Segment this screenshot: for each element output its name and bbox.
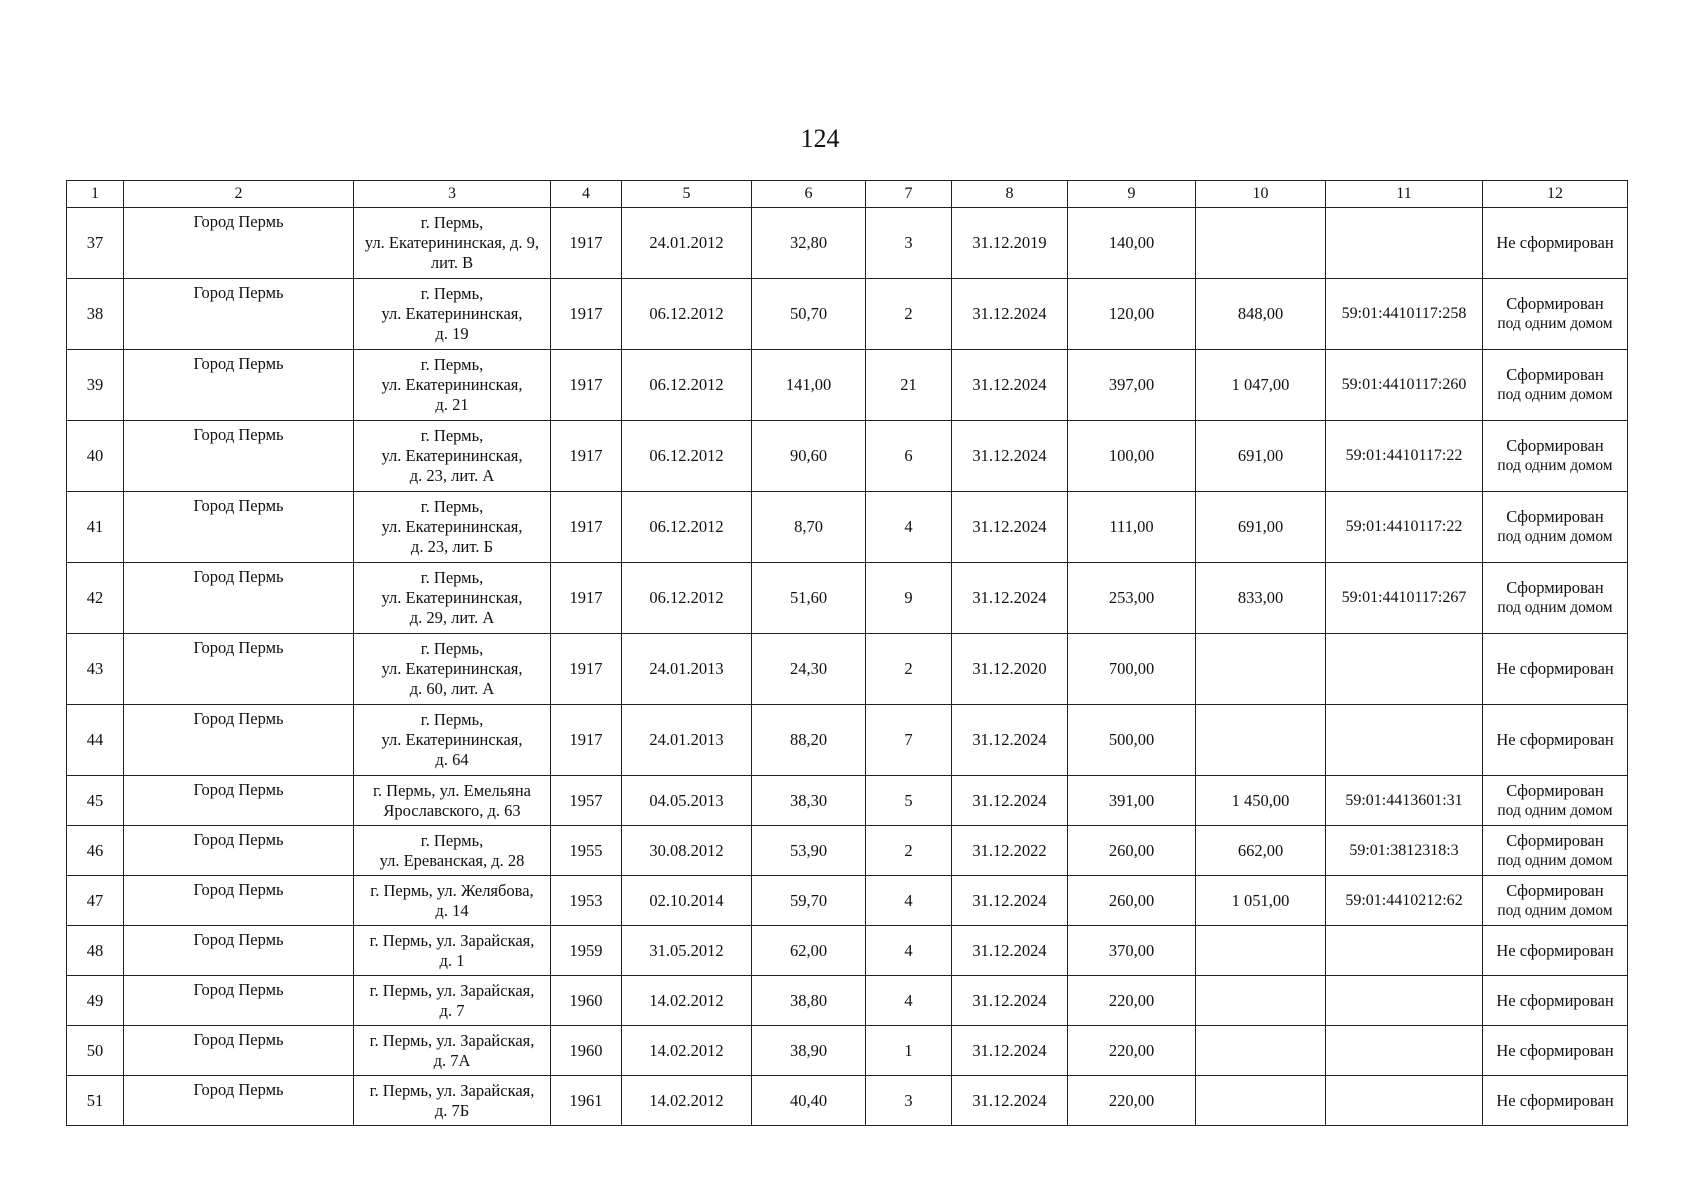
area-cell: 88,20: [752, 705, 866, 776]
land-area-cell: 100,00: [1068, 421, 1196, 492]
residents-cell: 1: [866, 1026, 952, 1076]
row-number-cell: 37: [67, 208, 124, 279]
cadastral-number-cell: 59:01:4410117:258: [1326, 279, 1483, 350]
row-number-cell: 51: [67, 1076, 124, 1126]
municipality-cell: Город Пермь: [124, 208, 354, 279]
land-status-cell: [1483, 492, 1628, 563]
address-cell: [354, 421, 551, 492]
municipality-cell: Город Пермь: [124, 563, 354, 634]
date-cell: 24.01.2012: [622, 208, 752, 279]
address-line: д. 60, лит. А: [409, 679, 495, 698]
residents-cell: 3: [866, 1076, 952, 1126]
land-status-cell: [1483, 876, 1628, 926]
land-status-cell: [1483, 279, 1628, 350]
date-cell: 06.12.2012: [622, 350, 752, 421]
address-line: г. Пермь, ул. Зарайская,: [369, 930, 535, 950]
address-line: ул. Екатерининская,: [381, 375, 523, 394]
cadastral-number-cell: [1326, 634, 1483, 705]
plot-area-cell: 1 051,00: [1196, 876, 1326, 926]
address-line: ул. Екатерининская,: [381, 304, 523, 323]
date-cell: 06.12.2012: [622, 421, 752, 492]
deadline-cell: 31.12.2019: [952, 208, 1068, 279]
cadastral-number-cell: 59:01:4410117:267: [1326, 563, 1483, 634]
table-row: [67, 350, 1628, 421]
address-cell: [354, 876, 551, 926]
address-line: д. 7: [439, 1000, 465, 1020]
address-line: д. 19: [435, 324, 469, 343]
address-line: г. Пермь,: [420, 497, 484, 516]
address-line: г. Пермь,: [420, 568, 484, 587]
table-row: [67, 563, 1628, 634]
deadline-cell: 31.12.2024: [952, 279, 1068, 350]
address-cell: [354, 1026, 551, 1076]
cadastral-number-cell: 59:01:4413601:31: [1326, 776, 1483, 826]
date-cell: 30.08.2012: [622, 826, 752, 876]
deadline-cell: 31.12.2024: [952, 976, 1068, 1026]
land-area-cell: 700,00: [1068, 634, 1196, 705]
status-line: Не сформирован: [1496, 1040, 1614, 1060]
residents-cell: 2: [866, 279, 952, 350]
row-number-cell: 43: [67, 634, 124, 705]
date-cell: 04.05.2013: [622, 776, 752, 826]
table-row: [67, 421, 1628, 492]
date-cell: 02.10.2014: [622, 876, 752, 926]
residents-cell: 2: [866, 634, 952, 705]
address-line: ул. Екатерининская,: [381, 446, 523, 465]
address-cell: [354, 208, 551, 279]
address-line: д. 21: [435, 395, 469, 414]
area-cell: 38,80: [752, 976, 866, 1026]
year-built-cell: 1957: [551, 776, 622, 826]
plot-area-cell: [1196, 208, 1326, 279]
status-line: Сформирован: [1506, 780, 1604, 800]
column-header: 6: [752, 181, 866, 208]
address-line: ул. Екатерининская,: [381, 730, 523, 749]
table-row: [67, 826, 1628, 876]
column-header: 3: [354, 181, 551, 208]
status-line: Сформирован: [1506, 880, 1604, 900]
residents-cell: 4: [866, 876, 952, 926]
deadline-cell: 31.12.2024: [952, 492, 1068, 563]
cadastral-number-cell: 59:01:3812318:3: [1326, 826, 1483, 876]
address-line: г. Пермь, ул. Емельяна: [373, 780, 531, 800]
municipality-cell: Город Пермь: [124, 1026, 354, 1076]
cadastral-number-cell: 59:01:4410212:62: [1326, 876, 1483, 926]
row-number-cell: 45: [67, 776, 124, 826]
year-built-cell: 1917: [551, 563, 622, 634]
area-cell: 40,40: [752, 1076, 866, 1126]
status-line: Не сформирован: [1496, 659, 1614, 678]
date-cell: 06.12.2012: [622, 279, 752, 350]
status-line: Не сформирован: [1496, 1090, 1614, 1110]
land-status-cell: [1483, 421, 1628, 492]
address-line: д. 23, лит. Б: [410, 537, 494, 556]
status-line: под одним домом: [1497, 901, 1613, 919]
land-status-cell: [1483, 705, 1628, 776]
plot-area-cell: 691,00: [1196, 492, 1326, 563]
residents-cell: 4: [866, 492, 952, 563]
address-line: ул. Екатерининская, д. 9,: [364, 233, 540, 252]
status-line: Сформирован: [1506, 365, 1604, 384]
table-row: [67, 1076, 1628, 1126]
row-number-cell: 39: [67, 350, 124, 421]
plot-area-cell: [1196, 705, 1326, 776]
housing-registry-table: [66, 180, 1628, 1126]
municipality-cell: Город Пермь: [124, 421, 354, 492]
year-built-cell: 1917: [551, 705, 622, 776]
residents-cell: 7: [866, 705, 952, 776]
status-line: под одним домом: [1497, 386, 1613, 403]
year-built-cell: 1917: [551, 350, 622, 421]
year-built-cell: 1959: [551, 926, 622, 976]
date-cell: 06.12.2012: [622, 563, 752, 634]
municipality-cell: Город Пермь: [124, 350, 354, 421]
cadastral-number-cell: [1326, 976, 1483, 1026]
address-line: г. Пермь, ул. Зарайская,: [369, 980, 535, 1000]
table-row: [67, 926, 1628, 976]
address-cell: [354, 776, 551, 826]
address-line: лит. В: [430, 253, 474, 272]
land-status-cell: [1483, 1076, 1628, 1126]
land-status-cell: [1483, 1026, 1628, 1076]
status-line: под одним домом: [1497, 851, 1613, 869]
address-line: г. Пермь,: [420, 426, 484, 445]
land-area-cell: 500,00: [1068, 705, 1196, 776]
column-header: 1: [67, 181, 124, 208]
address-cell: [354, 492, 551, 563]
status-line: Не сформирован: [1496, 233, 1614, 252]
year-built-cell: 1961: [551, 1076, 622, 1126]
residents-cell: 21: [866, 350, 952, 421]
cadastral-number-cell: [1326, 1076, 1483, 1126]
area-cell: 24,30: [752, 634, 866, 705]
status-line: под одним домом: [1497, 801, 1613, 819]
residents-cell: 6: [866, 421, 952, 492]
address-cell: [354, 926, 551, 976]
land-area-cell: 140,00: [1068, 208, 1196, 279]
address-line: д. 1: [439, 950, 465, 970]
cadastral-number-cell: 59:01:4410117:22: [1326, 421, 1483, 492]
table-row: [67, 208, 1628, 279]
column-header: 12: [1483, 181, 1628, 208]
land-area-cell: 370,00: [1068, 926, 1196, 976]
land-area-cell: 253,00: [1068, 563, 1196, 634]
area-cell: 32,80: [752, 208, 866, 279]
area-cell: 62,00: [752, 926, 866, 976]
column-header: 10: [1196, 181, 1326, 208]
status-line: под одним домом: [1497, 599, 1613, 616]
address-line: г. Пермь,: [420, 284, 484, 303]
address-line: г. Пермь, ул. Желябова,: [370, 880, 534, 900]
plot-area-cell: [1196, 634, 1326, 705]
area-cell: 51,60: [752, 563, 866, 634]
cadastral-number-cell: [1326, 1026, 1483, 1076]
address-cell: [354, 350, 551, 421]
address-line: г. Пермь, ул. Зарайская,: [369, 1080, 535, 1100]
land-area-cell: 111,00: [1068, 492, 1196, 563]
deadline-cell: 31.12.2020: [952, 634, 1068, 705]
land-area-cell: 397,00: [1068, 350, 1196, 421]
deadline-cell: 31.12.2024: [952, 1076, 1068, 1126]
cadastral-number-cell: [1326, 926, 1483, 976]
cadastral-number-cell: [1326, 208, 1483, 279]
status-line: под одним домом: [1497, 315, 1613, 332]
status-line: Не сформирован: [1496, 990, 1614, 1010]
municipality-cell: Город Пермь: [124, 705, 354, 776]
land-status-cell: [1483, 208, 1628, 279]
address-line: д. 64: [435, 750, 469, 769]
column-header: 4: [551, 181, 622, 208]
land-area-cell: 220,00: [1068, 1026, 1196, 1076]
plot-area-cell: [1196, 976, 1326, 1026]
municipality-cell: Город Пермь: [124, 279, 354, 350]
year-built-cell: 1917: [551, 208, 622, 279]
year-built-cell: 1960: [551, 976, 622, 1026]
address-cell: [354, 563, 551, 634]
table-row: [67, 634, 1628, 705]
year-built-cell: 1917: [551, 492, 622, 563]
status-line: под одним домом: [1497, 457, 1613, 474]
row-number-cell: 50: [67, 1026, 124, 1076]
status-line: Не сформирован: [1496, 730, 1614, 749]
date-cell: 24.01.2013: [622, 705, 752, 776]
deadline-cell: 31.12.2024: [952, 776, 1068, 826]
plot-area-cell: 833,00: [1196, 563, 1326, 634]
plot-area-cell: [1196, 926, 1326, 976]
year-built-cell: 1953: [551, 876, 622, 926]
row-number-cell: 42: [67, 563, 124, 634]
column-header: 2: [124, 181, 354, 208]
address-line: ул. Екатерининская,: [381, 588, 523, 607]
deadline-cell: 31.12.2024: [952, 876, 1068, 926]
residents-cell: 2: [866, 826, 952, 876]
plot-area-cell: 1 450,00: [1196, 776, 1326, 826]
table-body: [67, 181, 1628, 1126]
address-cell: [354, 1076, 551, 1126]
date-cell: 14.02.2012: [622, 976, 752, 1026]
row-number-cell: 41: [67, 492, 124, 563]
plot-area-cell: 1 047,00: [1196, 350, 1326, 421]
land-area-cell: 391,00: [1068, 776, 1196, 826]
address-line: г. Пермь, ул. Зарайская,: [369, 1030, 535, 1050]
land-status-cell: [1483, 350, 1628, 421]
date-cell: 24.01.2013: [622, 634, 752, 705]
deadline-cell: 31.12.2024: [952, 926, 1068, 976]
table-row: [67, 1026, 1628, 1076]
land-status-cell: [1483, 976, 1628, 1026]
column-header: 11: [1326, 181, 1483, 208]
residents-cell: 3: [866, 208, 952, 279]
column-header: 5: [622, 181, 752, 208]
deadline-cell: 31.12.2024: [952, 1026, 1068, 1076]
land-status-cell: [1483, 926, 1628, 976]
address-line: д. 7Б: [434, 1100, 470, 1120]
plot-area-cell: [1196, 1076, 1326, 1126]
plot-area-cell: 848,00: [1196, 279, 1326, 350]
municipality-cell: Город Пермь: [124, 492, 354, 563]
address-line: д. 7А: [433, 1050, 471, 1070]
year-built-cell: 1917: [551, 279, 622, 350]
municipality-cell: Город Пермь: [124, 926, 354, 976]
municipality-cell: Город Пермь: [124, 634, 354, 705]
row-number-cell: 46: [67, 826, 124, 876]
address-line: ул. Ереванская, д. 28: [379, 850, 525, 870]
address-line: г. Пермь,: [420, 355, 484, 374]
address-line: д. 14: [435, 900, 469, 920]
residents-cell: 5: [866, 776, 952, 826]
deadline-cell: 31.12.2024: [952, 563, 1068, 634]
area-cell: 38,90: [752, 1026, 866, 1076]
plot-area-cell: 662,00: [1196, 826, 1326, 876]
date-cell: 31.05.2012: [622, 926, 752, 976]
area-cell: 38,30: [752, 776, 866, 826]
deadline-cell: 31.12.2024: [952, 705, 1068, 776]
status-line: Сформирован: [1506, 578, 1604, 597]
date-cell: 14.02.2012: [622, 1026, 752, 1076]
residents-cell: 4: [866, 926, 952, 976]
land-status-cell: [1483, 826, 1628, 876]
date-cell: 06.12.2012: [622, 492, 752, 563]
year-built-cell: 1917: [551, 634, 622, 705]
table-row: [67, 976, 1628, 1026]
municipality-cell: Город Пермь: [124, 776, 354, 826]
table-row: [67, 876, 1628, 926]
land-area-cell: 260,00: [1068, 876, 1196, 926]
land-area-cell: 220,00: [1068, 976, 1196, 1026]
table-row: [67, 705, 1628, 776]
plot-area-cell: [1196, 1026, 1326, 1076]
table-row: [67, 279, 1628, 350]
address-line: ул. Екатерининская,: [381, 517, 523, 536]
page-number: 124: [800, 124, 840, 153]
land-area-cell: 260,00: [1068, 826, 1196, 876]
land-area-cell: 120,00: [1068, 279, 1196, 350]
address-line: д. 29, лит. А: [409, 608, 495, 627]
municipality-cell: Город Пермь: [124, 976, 354, 1026]
cadastral-number-cell: 59:01:4410117:260: [1326, 350, 1483, 421]
municipality-cell: Город Пермь: [124, 876, 354, 926]
municipality-cell: Город Пермь: [124, 1076, 354, 1126]
area-cell: 90,60: [752, 421, 866, 492]
cadastral-number-cell: [1326, 705, 1483, 776]
status-line: Сформирован: [1506, 436, 1604, 455]
column-header: 8: [952, 181, 1068, 208]
status-line: Не сформирован: [1496, 940, 1614, 960]
status-line: Сформирован: [1506, 294, 1604, 313]
area-cell: 8,70: [752, 492, 866, 563]
area-cell: 50,70: [752, 279, 866, 350]
column-header: 7: [866, 181, 952, 208]
land-area-cell: 220,00: [1068, 1076, 1196, 1126]
land-status-cell: [1483, 634, 1628, 705]
row-number-cell: 44: [67, 705, 124, 776]
area-cell: 53,90: [752, 826, 866, 876]
year-built-cell: 1955: [551, 826, 622, 876]
cadastral-number-cell: 59:01:4410117:22: [1326, 492, 1483, 563]
land-status-cell: [1483, 776, 1628, 826]
land-status-cell: [1483, 563, 1628, 634]
address-line: д. 23, лит. А: [409, 466, 495, 485]
municipality-cell: Город Пермь: [124, 826, 354, 876]
deadline-cell: 31.12.2024: [952, 350, 1068, 421]
status-line: Сформирован: [1506, 507, 1604, 526]
status-line: Сформирован: [1506, 830, 1604, 850]
row-number-cell: 49: [67, 976, 124, 1026]
address-cell: [354, 705, 551, 776]
row-number-cell: 47: [67, 876, 124, 926]
deadline-cell: 31.12.2024: [952, 421, 1068, 492]
address-line: г. Пермь,: [420, 830, 484, 850]
address-cell: [354, 976, 551, 1026]
status-line: под одним домом: [1497, 528, 1613, 545]
row-number-cell: 48: [67, 926, 124, 976]
address-cell: [354, 634, 551, 705]
year-built-cell: 1960: [551, 1026, 622, 1076]
address-cell: [354, 826, 551, 876]
table-row: [67, 492, 1628, 563]
residents-cell: 9: [866, 563, 952, 634]
year-built-cell: 1917: [551, 421, 622, 492]
date-cell: 14.02.2012: [622, 1076, 752, 1126]
column-header: 9: [1068, 181, 1196, 208]
table-row: [67, 776, 1628, 826]
plot-area-cell: 691,00: [1196, 421, 1326, 492]
address-line: ул. Екатерининская,: [381, 659, 523, 678]
address-line: г. Пермь,: [420, 213, 484, 232]
area-cell: 141,00: [752, 350, 866, 421]
residents-cell: 4: [866, 976, 952, 1026]
row-number-cell: 40: [67, 421, 124, 492]
address-line: Ярославского, д. 63: [383, 800, 521, 820]
address-line: г. Пермь,: [420, 710, 484, 729]
address-line: г. Пермь,: [420, 639, 484, 658]
address-cell: [354, 279, 551, 350]
column-number-row: [67, 181, 1628, 208]
deadline-cell: 31.12.2022: [952, 826, 1068, 876]
row-number-cell: 38: [67, 279, 124, 350]
area-cell: 59,70: [752, 876, 866, 926]
